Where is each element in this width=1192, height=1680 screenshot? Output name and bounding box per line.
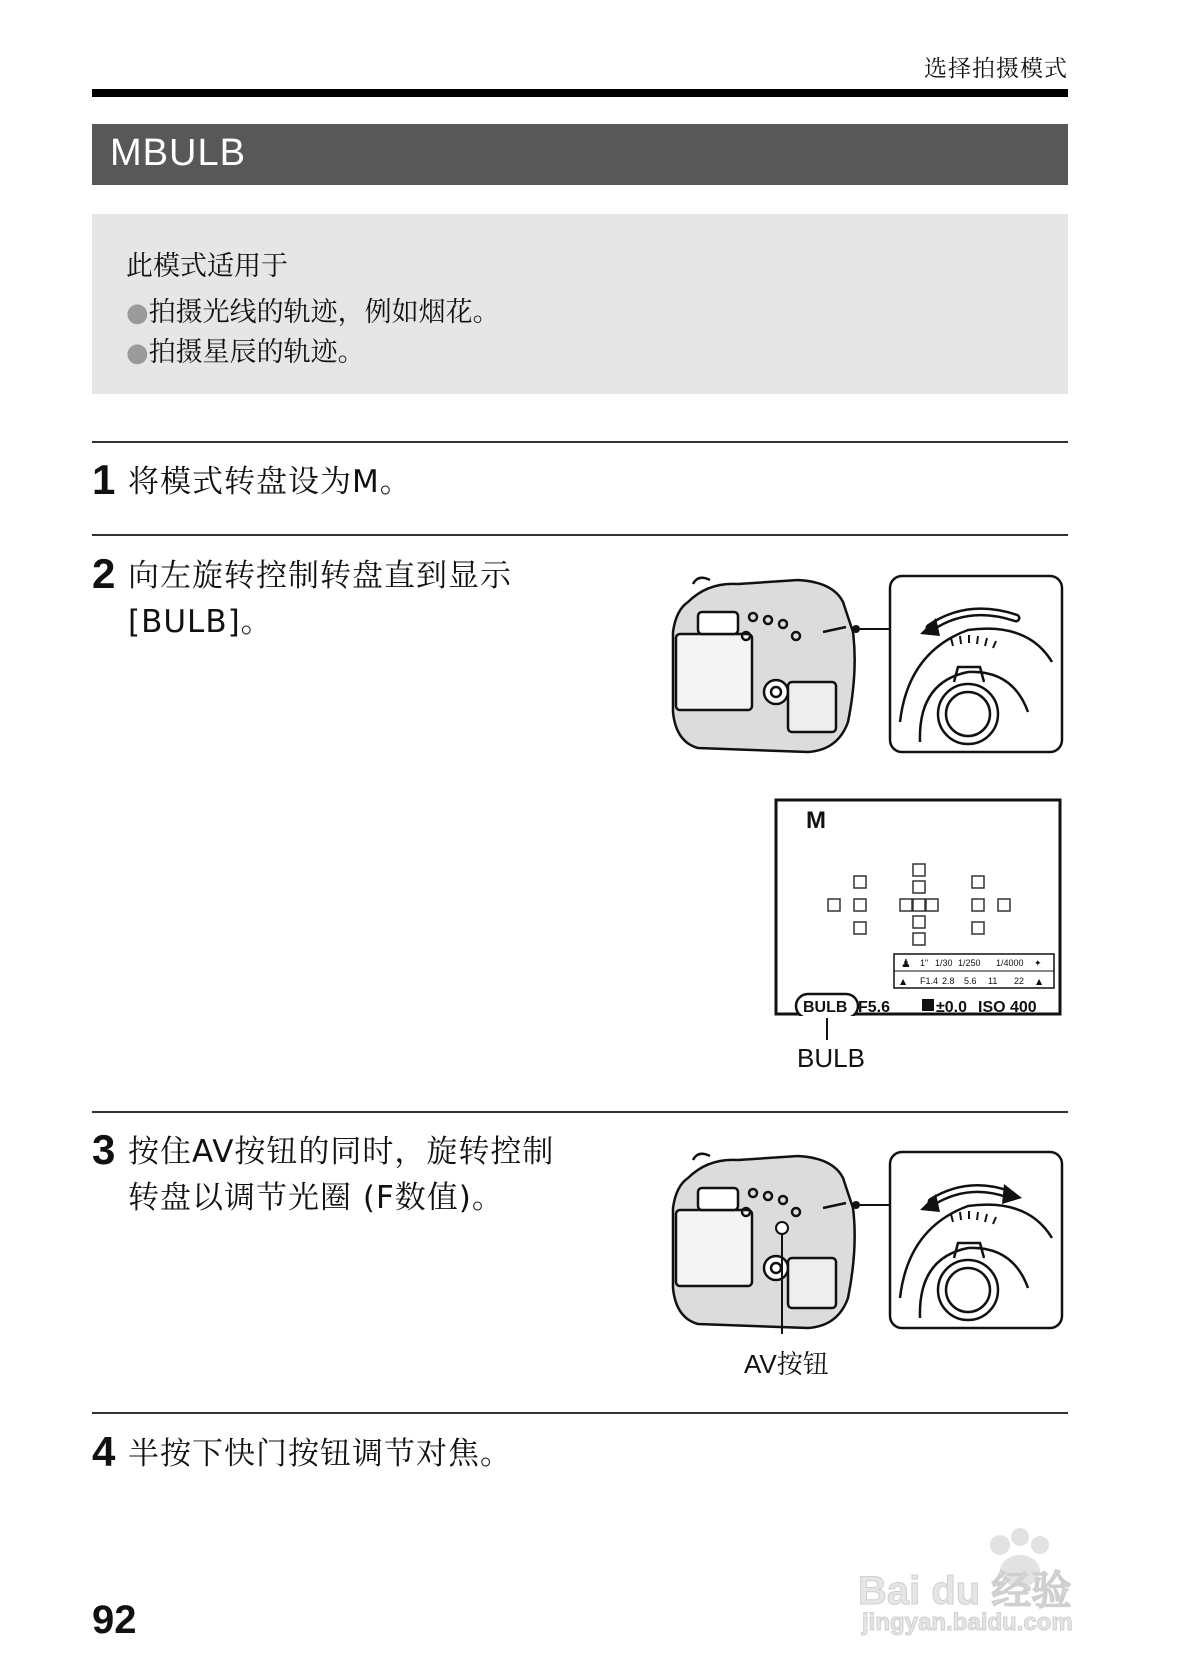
camera-av-dial-figure [668, 1148, 1068, 1334]
step-divider [92, 1412, 1068, 1414]
step-text: 将模式转盘设为M。 [128, 464, 412, 500]
step-text: [BULB]。 [128, 604, 273, 640]
bullet-text: 拍摄光线的轨迹，例如烟花。 [148, 297, 500, 328]
watermark-brand: Bai du 经验 [858, 1569, 1072, 1613]
section-title-bar [92, 124, 1068, 185]
scale-value: F1.4 [920, 976, 939, 986]
step-number: 2 [92, 550, 116, 597]
step-text: 按住AV按钮的同时，旋转控制 [128, 1134, 555, 1170]
lcd-bulb: BULB [803, 999, 848, 1016]
scale-value: 2.8 [942, 976, 955, 986]
scale-value: 1/4000 [996, 958, 1024, 968]
step-number: 3 [92, 1126, 116, 1173]
step-divider [92, 441, 1068, 443]
header-rule [92, 89, 1068, 97]
baidu-watermark [850, 1515, 1150, 1645]
bullet-dot-icon: ● [126, 298, 149, 328]
flash-icon: ✦ [1034, 959, 1042, 969]
lcd-screen-figure [774, 798, 1064, 1016]
bullet-dot-icon: ● [126, 338, 149, 368]
bulb-callout-label: BULB [797, 1043, 865, 1073]
running-header: 选择拍摄模式 [924, 56, 1068, 82]
scale-value: 1" [920, 958, 929, 968]
step-text: 转盘以调节光圈 (F数值)。 [128, 1180, 504, 1216]
step-text: 半按下快门按钮调节对焦。 [128, 1436, 512, 1472]
scale-value: 22 [1014, 976, 1025, 986]
scale-value: 1/250 [958, 958, 981, 968]
camera-dial-figure [668, 572, 1068, 758]
bulb-callout-line [826, 1018, 828, 1040]
step-divider [92, 1111, 1068, 1113]
step-text: 向左旋转控制转盘直到显示 [128, 558, 512, 594]
scale-value: 5.6 [964, 976, 977, 986]
page-number: 92 [92, 1598, 137, 1642]
step-number: 4 [92, 1428, 116, 1475]
watermark-url: jingyan.baidu.com [862, 1609, 1073, 1636]
lcd-exposure-comp: ±0.0 [936, 999, 968, 1016]
scale-value: 1/30 [935, 958, 953, 968]
step-number: 1 [92, 456, 116, 503]
scale-value: 11 [988, 976, 998, 986]
section-title: MBULB [110, 132, 246, 174]
intro-box [92, 214, 1068, 394]
intro-bullet [126, 330, 365, 369]
intro-heading: 此模式适用于 [126, 251, 288, 282]
av-button-label: AV按钮 [744, 1349, 829, 1379]
av-button-icon [776, 1222, 788, 1234]
bullet-text: 拍摄星辰的轨迹。 [148, 337, 365, 368]
af-point-grid [828, 864, 1010, 945]
scale-end-icon: ▲ [1036, 977, 1043, 986]
mountain-icon: ▲ [900, 977, 907, 986]
lcd-iso: ISO 400 [978, 999, 1037, 1016]
lcd-aperture: F5.6 [858, 999, 891, 1016]
person-icon: ♟ [901, 957, 911, 970]
exposure-comp-icon [922, 999, 934, 1011]
lcd-mode: M [806, 807, 826, 834]
step-divider [92, 534, 1068, 536]
intro-bullet [126, 290, 500, 329]
